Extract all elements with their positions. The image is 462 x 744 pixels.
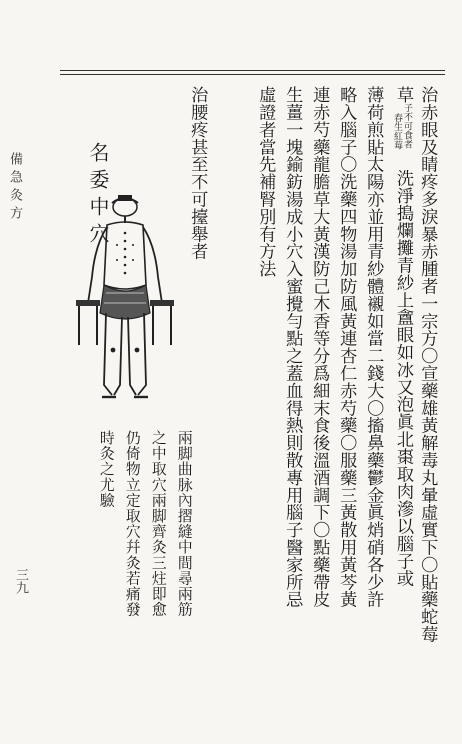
main-text-column-2 (391, 86, 411, 587)
page-number: 三九 (13, 568, 28, 594)
main-text-column-3: 薄荷煎貼太陽亦並用青紗體襯如當二錢大〇搐鼻藥鬱金眞焇硝各少許 (363, 86, 384, 608)
lower-text-column-1: 兩脚曲脉內摺縫中間尋兩筋 (175, 430, 193, 618)
lower-text-column-4: 時灸之尤驗 (97, 430, 115, 508)
annotation-left: 子不可食者 (402, 103, 412, 150)
main-text-column-2-start: 草 (393, 86, 413, 104)
figure-caption: 名委中穴 (86, 142, 110, 250)
main-text-column-6: 生薑一塊鍮鈁湯成小穴入蜜攪勻點之蓋血得熱則散專用腦子醫家所忌 (282, 86, 303, 608)
main-text-column-5: 連赤芍藥龍膽草大黃漢防己木香等分爲細末食後溫酒調下〇點藥帶皮 (309, 86, 330, 608)
main-text-column-4: 略入腦子〇洗藥四物湯加防風黃連杏仁赤芍藥〇服藥三黃散用黃芩黃 (336, 86, 357, 608)
lower-text-column-2: 之中取穴兩脚齊灸三炷即愈 (149, 430, 167, 618)
main-text-column-8: 治腰疼甚至不可擡舉者 (187, 86, 208, 260)
main-text-column-7: 虛證者當先補腎別有方法 (255, 86, 276, 278)
lower-text-column-3: 仍倚物立定取穴幷灸若痛發 (123, 430, 141, 618)
main-text-column-2-rest: 洗淨搗爛攤青紗上盦眼如冰又泡眞北棗取肉滲以腦子或 (393, 169, 413, 588)
inline-annotation (391, 103, 411, 169)
figure-illustration (70, 185, 180, 410)
running-title: 備急灸方 (7, 152, 22, 224)
main-text-column-1: 治赤眼及睛疼多淚暴赤腫者一宗方〇宣藥雄黃解毒丸暈虛實下〇貼藥蛇莓 (417, 86, 438, 643)
annotation-right: 春生紅莓 (392, 112, 402, 150)
header-rule (60, 70, 445, 75)
